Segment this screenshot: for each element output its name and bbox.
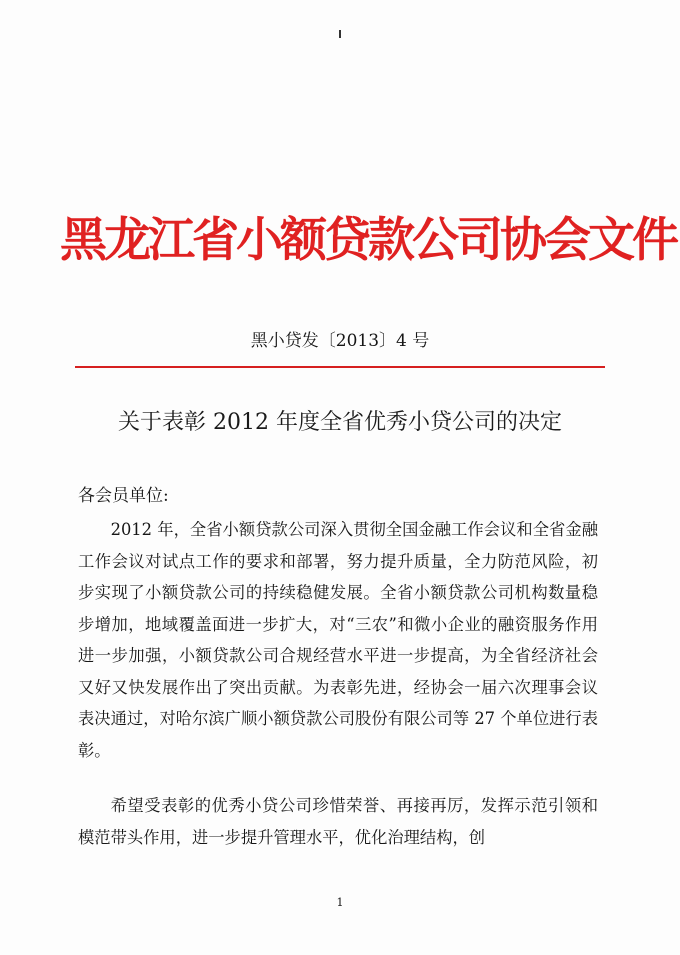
binding-mark bbox=[339, 30, 341, 38]
red-divider-line bbox=[75, 366, 605, 368]
document-heading: 关于表彰 2012 年度全省优秀小贷公司的决定 bbox=[118, 410, 562, 435]
page-number: 1 bbox=[336, 896, 344, 909]
body-paragraph-1: 2012 年，全省小额贷款公司深入贯彻全国金融工作会议和全省金融工作会议对试点工作的要求和部署，努力提升质量，全力防范风险，初步实现了小额贷款公司的持续稳健发展。全省小额贷款公司机构数量稳步增加，地域覆盖面进一步扩大，对“三农”和微小企业的融资服务作用进一步加强，小额贷款公司合规经营水平进一步提高，为全省经济社会又好又快发展作出了突出贡献。为表彰先进，经协会一届六次理事会议表决通过，对哈尔滨广顺小额贷款公司股份有限公司等 27 个单位进行表彰。 bbox=[78, 520, 598, 760]
organization-title: 黑龙江省小额贷款公司协会文件 bbox=[60, 213, 676, 268]
body-paragraph-2: 希望受表彰的优秀小贷公司珍惜荣誉、再接再厉，发挥示范引领和模范带头作用，进一步提升管理水平，优化治理结构，创 bbox=[78, 796, 598, 847]
document-number: 黑小贷发〔2013〕4 号 bbox=[250, 331, 430, 351]
salutation: 各会员单位: bbox=[78, 486, 169, 506]
